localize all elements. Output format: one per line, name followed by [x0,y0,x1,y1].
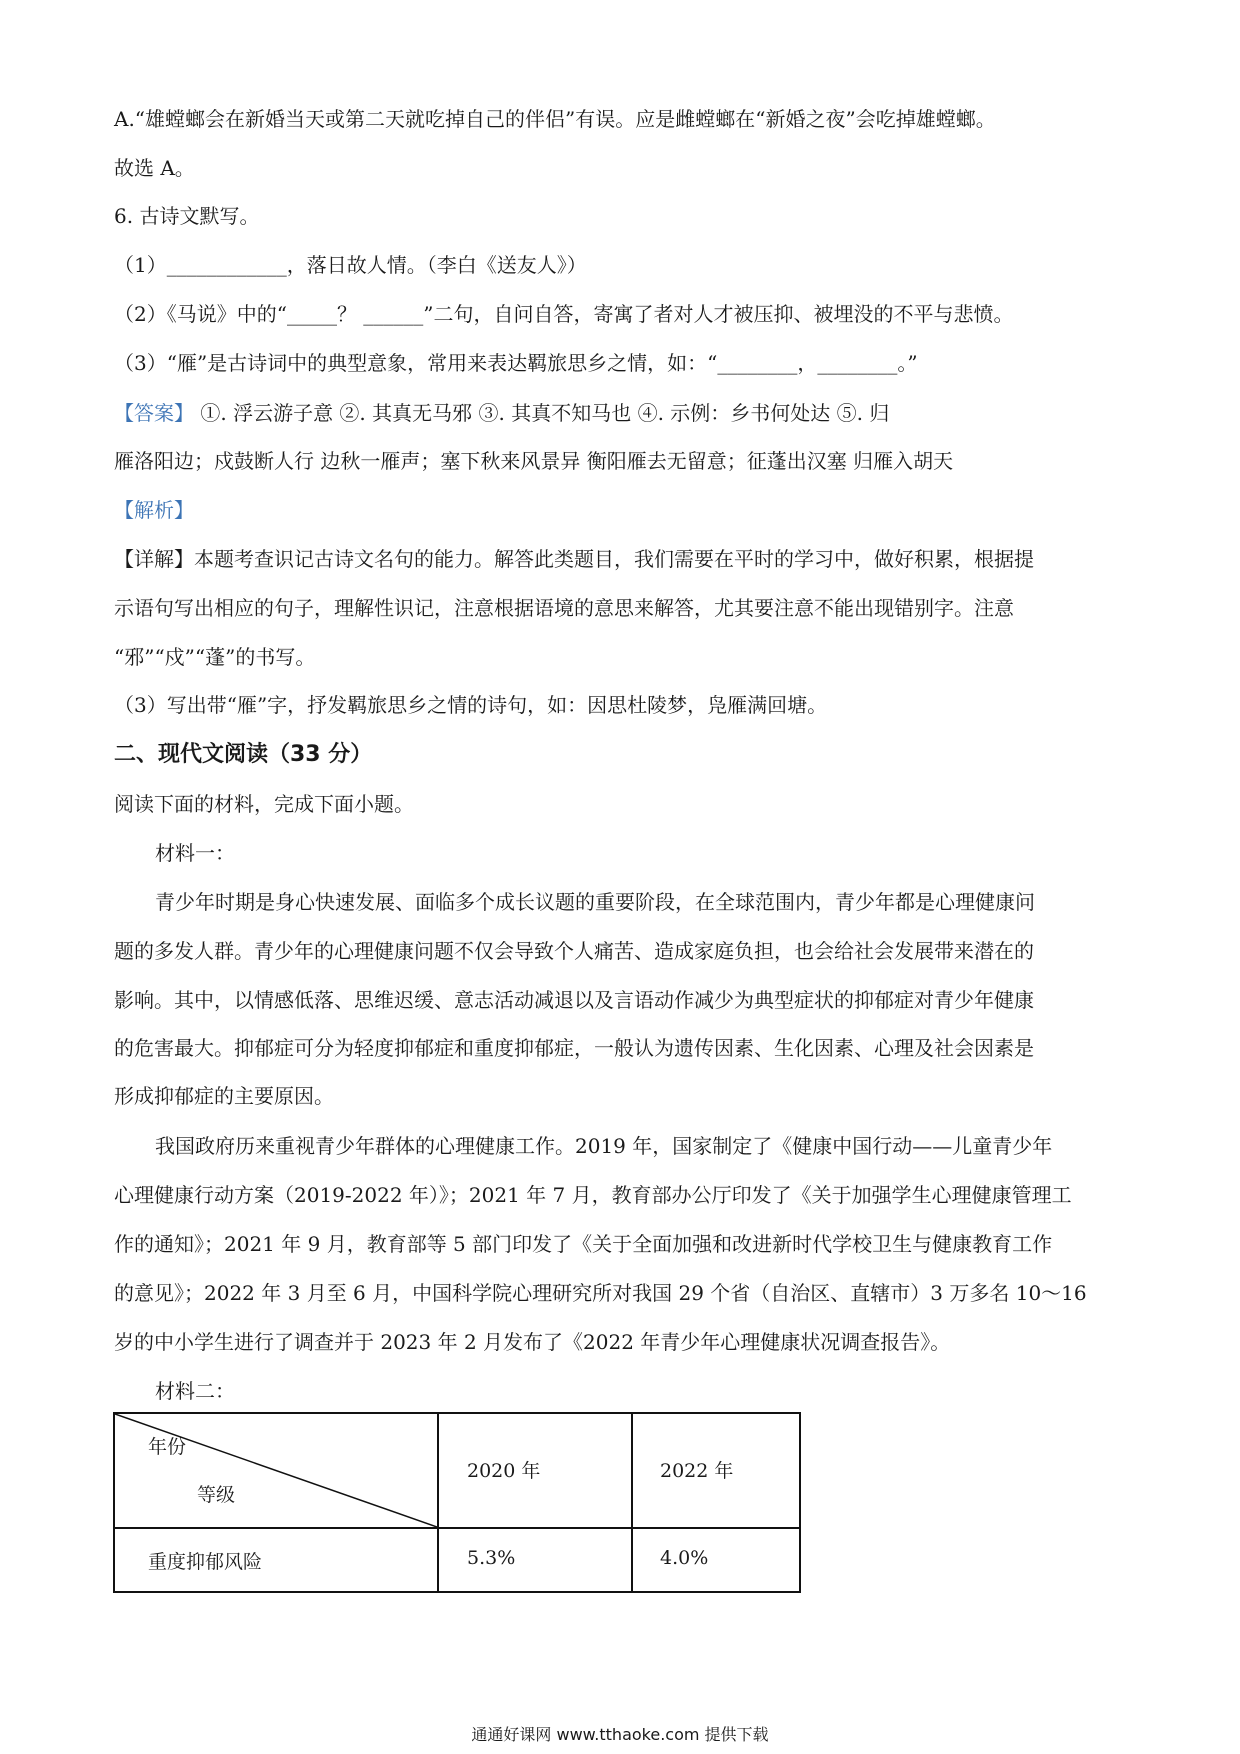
section-title: 二、现代文阅读（33 分） [114,742,373,767]
answer-tag: 【答案】 [114,401,194,425]
header-year-label: 年份 [148,1436,187,1458]
page-footer: 通通好课网 www.tthaoke.com 提供下载 [471,1725,769,1744]
table-vline-2 [631,1414,633,1591]
material-1-line-4: 的危害最大。抑郁症可分为轻度抑郁症和重度抑郁症，一般认为遗传因素、生化因素、心理及社会因素是 [114,1036,1034,1060]
answer-line-2: 雁洛阳边；戍鼓断人行 边秋一雁声；塞下秋来风景异 衡阳雁去无留意；征蓬出汉塞 归雁入胡天 [114,449,954,473]
header-diagonal-line [115,1414,437,1527]
material-1-p2-line-5: 岁的中小学生进行了调查并于 2023 年 2 月发布了《2022 年青少年心理健康状况调查报告》。 [114,1330,951,1354]
material-1-p2-line-1: 我国政府历来重视青少年群体的心理健康工作。2019 年，国家制定了《健康中国行动——儿童青少年 [155,1134,1053,1158]
answer-line-1 [114,398,889,428]
analysis-tag: 【解析】 [114,498,194,522]
question-6-title: 6. 古诗文默写。 [114,204,260,228]
question-6-item-3: （3）“雁”是古诗词中的典型意象，常用来表达羁旅思乡之情，如：“________，________。” [114,351,918,375]
instruction-line: 阅读下面的材料，完成下面小题。 [114,792,414,816]
material-2-title: 材料二： [155,1379,235,1403]
header-2020: 2020 年 [467,1460,541,1482]
material-1-line-3: 影响。其中，以情感低落、思维迟缓、意志活动减退以及言语动作减少为典型症状的抑郁症对青少年健康 [114,988,1034,1012]
choice-line: 故选 A。 [114,156,195,180]
detail-line-2: 示语句写出相应的句子，理解性识记，注意根据语境的意思来解答，尤其要注意不能出现错别字。注意 [114,596,1014,620]
data-table [113,1412,801,1593]
value-2020: 5.3% [467,1547,516,1569]
material-1-p2-line-2: 心理健康行动方案（2019-2022 年）》；2021 年 7 月，教育部办公厅印发了《关于加强学生心理健康管理工 [114,1183,1072,1207]
material-1-p2-line-3: 作的通知》；2021 年 9 月，教育部等 5 部门印发了《关于全面加强和改进新时代学校卫生与健康教育工作 [114,1232,1053,1256]
row-label-severe-depression: 重度抑郁风险 [148,1551,263,1573]
header-grade-label: 等级 [197,1484,236,1506]
question-6-item-1: （1）____________，落日故人情。（李白《送友人》） [114,253,587,277]
detail-line-3: “邪”“戍”“蓬”的书写。 [114,645,316,669]
detail-line-4: （3）写出带“雁”字，抒发羁旅思乡之情的诗句，如：因思杜陵梦，凫雁满回塘。 [114,693,828,717]
material-1-line-1: 青少年时期是身心快速发展、面临多个成长议题的重要阶段，在全球范围内，青少年都是心理健康问 [155,890,1035,914]
material-1-line-2: 题的多发人群。青少年的心理健康问题不仅会导致个人痛苦、造成家庭负担，也会给社会发展带来潜在的 [114,939,1034,963]
material-1-p2-line-4: 的意见》；2022 年 3 月至 6 月，中国科学院心理研究所对我国 29 个省（自治区、直辖市）3 万多名 10～16 [114,1281,1087,1305]
header-2022: 2022 年 [660,1460,734,1482]
material-1-line-5: 形成抑郁症的主要原因。 [114,1084,334,1108]
option-a-line: A.“雄螳螂会在新婚当天或第二天就吃掉自己的伴侣”有误。应是雌螳螂在“新婚之夜”会吃掉雄螳螂。 [114,107,996,131]
answer-text-1: ①. 浮云游子意 ②. 其真无马邪 ③. 其真不知马也 ④. 示例：乡书何处达 ⑤. 归 [194,401,890,425]
material-1-title: 材料一： [155,841,235,865]
detail-line-1: 【详解】本题考查识记古诗文名句的能力。解答此类题目，我们需要在平时的学习中，做好积累，根据提 [114,547,1034,571]
value-2022: 4.0% [660,1547,709,1569]
table-hline [115,1527,799,1529]
question-6-item-2: （2）《马说》中的“_____？ ______”二句，自问自答，寄寓了者对人才被压抑、被埋没的不平与悲愤。 [114,302,1014,326]
table-vline-1 [437,1414,439,1591]
